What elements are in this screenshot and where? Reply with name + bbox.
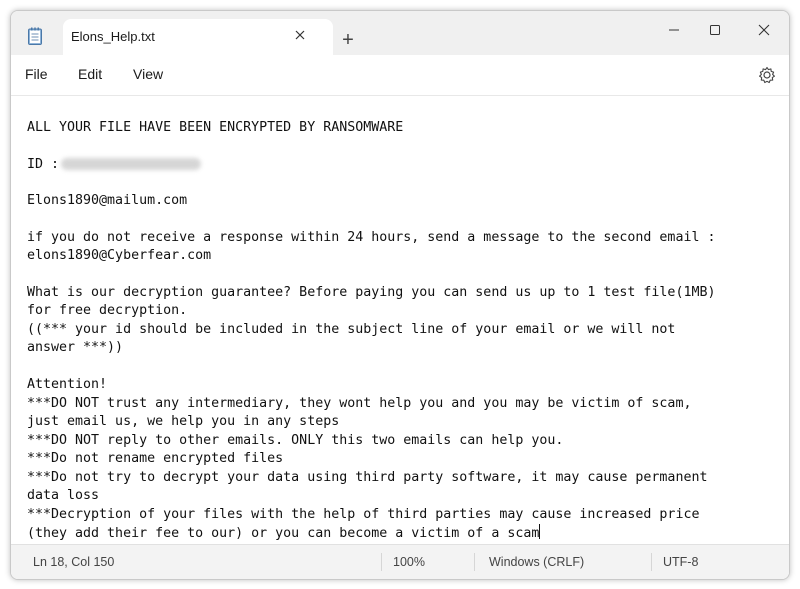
id-label: ID :	[27, 157, 60, 172]
tab-elons-help[interactable]	[63, 19, 333, 55]
menu-edit[interactable]: Edit	[78, 66, 103, 82]
doc-line-11: ***DO NOT trust any intermediary, they wont help you and you may be victim of scam,	[27, 396, 692, 411]
text-editor[interactable]	[11, 95, 789, 546]
tab-close-icon[interactable]	[290, 25, 310, 45]
plus-icon: +	[342, 29, 354, 51]
doc-line-id	[27, 156, 201, 174]
doc-line-10: Attention!	[27, 377, 108, 392]
minimize-icon	[668, 24, 680, 36]
tab-title: Elons_Help.txt	[71, 29, 155, 44]
doc-line-7: for free decryption.	[27, 303, 188, 318]
doc-line-8: ((*** your id should be included in the subject line of your email or we will not	[27, 322, 676, 337]
doc-line-4: if you do not receive a response within 24 hours, send a message to the second email :	[27, 230, 716, 245]
menu-bar	[11, 55, 789, 95]
doc-line-3: Elons1890@mailum.com	[27, 193, 188, 208]
zoom-level[interactable]: 100%	[393, 555, 425, 569]
notepad-icon	[28, 27, 42, 45]
doc-line-6: What is our decryption guarantee? Before paying you can send us up to 1 test file(1MB)	[27, 285, 716, 300]
doc-line-13: ***DO NOT reply to other emails. ONLY this two emails can help you.	[27, 433, 564, 448]
doc-line-16: data loss	[27, 488, 100, 503]
encoding[interactable]: UTF-8	[663, 555, 699, 569]
maximize-button[interactable]	[692, 15, 738, 45]
title-bar	[11, 11, 789, 55]
doc-line-17: ***Decryption of your files with the help of third parties may cause increased price	[27, 507, 700, 522]
redacted-id	[61, 158, 201, 170]
doc-line-18-row	[27, 524, 540, 543]
status-bar	[11, 544, 789, 579]
status-divider	[381, 553, 382, 571]
new-tab-button[interactable]	[336, 29, 360, 51]
settings-gear-icon[interactable]	[757, 65, 777, 85]
doc-line-1: ALL YOUR FILE HAVE BEEN ENCRYPTED BY RANSOMWARE	[27, 120, 404, 135]
status-divider	[651, 553, 652, 571]
doc-line-9: answer ***))	[27, 340, 124, 355]
doc-line-18: (they add their fee to our) or you can become a victim of a scam	[27, 526, 540, 541]
close-icon	[758, 24, 770, 36]
status-divider	[474, 553, 475, 571]
doc-line-12: just email us, we help you in any steps	[27, 414, 340, 429]
minimize-button[interactable]	[651, 15, 697, 45]
doc-line-14: ***Do not rename encrypted files	[27, 451, 284, 466]
cursor-position: Ln 18, Col 150	[33, 555, 115, 569]
maximize-icon	[709, 24, 721, 36]
text-caret	[539, 524, 540, 539]
doc-line-15: ***Do not try to decrypt your data using third party software, it may cause permanent	[27, 470, 708, 485]
close-button[interactable]	[741, 15, 787, 45]
doc-line-5: elons1890@Cyberfear.com	[27, 248, 212, 263]
menu-file[interactable]: File	[25, 66, 48, 82]
notepad-window	[10, 10, 790, 580]
menu-view[interactable]: View	[133, 66, 164, 82]
line-ending[interactable]: Windows (CRLF)	[489, 555, 585, 569]
